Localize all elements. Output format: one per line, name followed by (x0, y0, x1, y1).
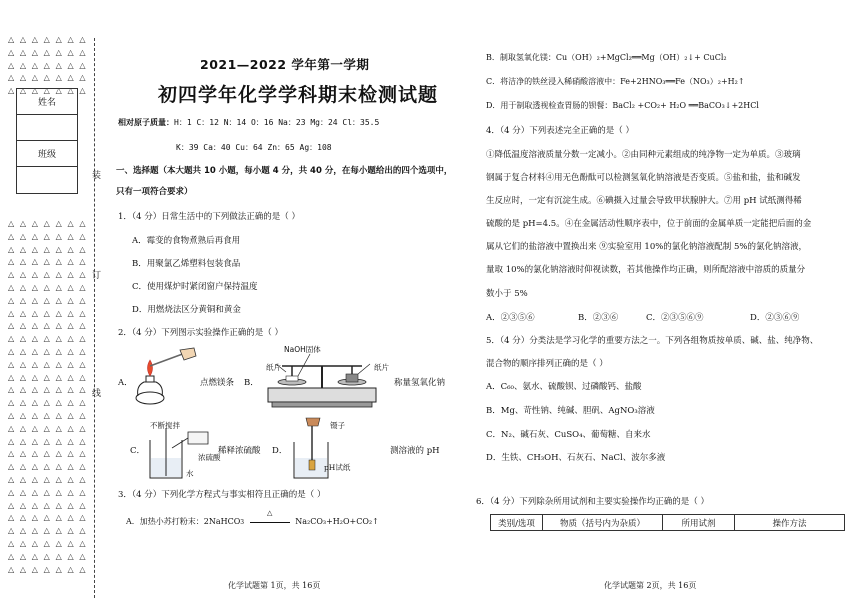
q3-heat-symbol: △ (266, 509, 273, 517)
triangle-row: △ △ △ △ △ △ △ (8, 60, 88, 70)
q2-d-paper-label: pH试纸 (324, 463, 351, 472)
q6-stem: 6．（4 分）下列除杂所用试剂和主要实验操作均正确的是（ ） (476, 497, 709, 507)
atomic-mass-line2: K：39 Ca：40 Cu：64 Zn：65 Ag：108 (176, 143, 332, 152)
q2-option-a-letter[interactable]: A． (118, 378, 133, 388)
triangle-row: △ △ △ △ △ △ △ (8, 436, 88, 446)
triangle-row: △ △ △ △ △ △ △ (8, 270, 88, 280)
triangle-row: △ △ △ △ △ △ △ (8, 86, 88, 96)
balance-image (258, 344, 388, 410)
term-heading: 2021—2022 学年第一学期 (200, 57, 370, 72)
page-title: 初四学年化学学科期末检测试题 (158, 84, 439, 106)
binding-dashed-line (94, 38, 95, 598)
q1-option-c[interactable]: C．使用煤炉时紧闭窗户保持温度 (132, 282, 258, 292)
triangle-row: △ △ △ △ △ △ △ (8, 398, 88, 408)
q2-c-water-label: 水 (186, 469, 194, 478)
q3-option-a[interactable]: A．加热小苏打粉末：2NaHCO3 △ Na₂CO₃+H₂O+CO₂↑ (126, 509, 379, 526)
triangle-row: △ △ △ △ △ △ △ (8, 219, 88, 228)
q5-option-c[interactable]: C．N₂、碱石灰、CuSO₄、葡萄糖、自来水 (486, 430, 651, 440)
q3-option-d[interactable]: D．用于制取透视检查胃肠的钡餐：BaCl₂ +CO₂+ H₂O ══BaCO₃↓+2HCl (486, 101, 759, 110)
q2-b-paper-left: 纸片 (266, 363, 281, 372)
q5-stem-line1: 5．（4 分）分类法是学习化学的重要方法之一。下列各组物质按单质、碱、盐、纯净物、 (486, 336, 819, 346)
triangle-row: △ △ △ △ △ △ △ (8, 334, 88, 344)
q5-option-a[interactable]: A．C₆₀、氨水、硫酸钡、过磷酸钙、盐酸 (486, 382, 642, 392)
section1-heading-line1: 一、选择题（本大题共 10 小题，每小题 4 分，共 40 分，在每小题给出的四个选项中， (116, 166, 453, 176)
q3-option-b[interactable]: B．制取氢氧化镁：Cu（OH）₂+MgCl₂══Mg（OH）₂↓+ CuCl₂ (486, 53, 727, 62)
triangle-row: △ △ △ △ △ △ △ (8, 346, 88, 356)
q4-option-c[interactable]: C．②③⑤⑥⑨ (646, 313, 704, 323)
triangle-row: △ △ △ △ △ △ △ (8, 526, 88, 536)
q6-table (490, 514, 845, 531)
name-field[interactable] (17, 115, 77, 141)
q2-b-paper-right: 纸片 (374, 363, 389, 372)
q1-stem: 1．（4 分）日常生活中的下列做法正确的是（ ） (118, 212, 300, 222)
q4-line: 钢属于复合材料④用无色酚酞可以检测氢氧化钠溶液是否变质。⑤盐和盐，盐和碱发 (486, 173, 801, 183)
q2-stem: 2．（4 分）下列图示实验操作正确的是（ ） (118, 328, 283, 338)
q2-b-naoh-label: NaOH固体 (284, 345, 321, 354)
q4-line: 生反应时，一定有沉淀生成。⑥碘摄入过量会导致甲状腺肿大。⑦用 pH 试纸测得稀 (486, 196, 802, 206)
triangle-row: △ △ △ △ △ △ △ (8, 551, 88, 561)
atomic-mass-label: 相对原子质量： (118, 118, 174, 127)
q1-option-a[interactable]: A．霉变的食物煮熟后再食用 (132, 236, 241, 246)
q2-option-c-letter[interactable]: C． (130, 446, 146, 456)
triangle-row: △ △ △ △ △ △ △ (8, 73, 88, 83)
table-header-row (491, 515, 845, 531)
q4-line: 硫酸的是 pH=4.5。④在金属活动性顺序表中，位于前面的金属单质一定能把后面的金 (486, 219, 812, 229)
triangle-row: △ △ △ △ △ △ △ (8, 282, 88, 292)
q3-option-c[interactable]: C．将洁净的铁丝浸入稀硝酸溶液中：Fe+2HNO₃══Fe（NO₃）₂+H₂↑ (486, 77, 745, 86)
margin-triangles-bottom (8, 218, 88, 576)
q1-option-d[interactable]: D．用燃烧法区分黄铜和黄金 (132, 305, 241, 315)
triangle-row: △ △ △ △ △ △ △ (8, 474, 88, 484)
q4-line: 属从它们的盐溶液中置换出来 ⑨实验室用 10%的氯化钠溶液配制 5%的氯化钠溶液， (486, 242, 807, 252)
table-header-cell: 所用试剂 (663, 515, 735, 531)
footer-page2: 化学试题第 2页，共 16页 (604, 581, 697, 590)
q5-stem-line2: 混合物的顺序排列正确的是（ ） (486, 359, 608, 369)
triangle-row: △ △ △ △ △ △ △ (8, 372, 88, 382)
triangle-row: △ △ △ △ △ △ △ (8, 449, 88, 459)
q3-option-a-text: A．加热小苏打粉末：2NaHCO (126, 517, 241, 526)
q2-c-stir-label: 不断搅拌 (150, 421, 180, 430)
q4-line: ①降低温度溶液质量分数一定减小。②由同种元素组成的纯净物一定为单质。③玻璃 (486, 150, 801, 160)
triangle-row: △ △ △ △ △ △ △ (8, 385, 88, 395)
q2-option-d-letter[interactable]: D． (272, 446, 288, 456)
q1-option-b[interactable]: B．用聚氯乙烯塑料包装食品 (132, 259, 241, 269)
student-info-box (16, 88, 78, 194)
triangle-row: △ △ △ △ △ △ △ (8, 513, 88, 523)
triangle-row: △ △ △ △ △ △ △ (8, 35, 88, 44)
triangle-row: △ △ △ △ △ △ △ (8, 500, 88, 510)
table-header-cell: 类别/选项 (491, 515, 543, 531)
q3-stem: 3．（4 分）下列化学方程式与事实相符且正确的是（ ） (118, 490, 326, 500)
footer-page1: 化学试题第 1页，共 16页 (228, 581, 321, 590)
triangle-row: △ △ △ △ △ △ △ (8, 244, 88, 254)
name-label: 姓名 (17, 89, 77, 115)
triangle-row: △ △ △ △ △ △ △ (8, 423, 88, 433)
q4-line: 量取 10%的氯化钠溶液时仰视读数，若其他操作均正确，则所配溶液中溶质的质量分 (486, 265, 806, 275)
triangle-row: △ △ △ △ △ △ △ (8, 47, 88, 57)
class-field[interactable] (17, 167, 77, 193)
triangle-row: △ △ △ △ △ △ △ (8, 487, 88, 497)
q3-heat-arrow (247, 509, 293, 526)
q2-option-a-caption: 点燃镁条 (200, 378, 235, 388)
q3-option-a-products: Na₂CO₃+H₂O+CO₂↑ (295, 517, 379, 526)
table-header-cell: 操作方法 (735, 515, 845, 531)
q4-line: 数小于 5% (486, 289, 528, 299)
q4-stem: 4．（4 分）下列表述完全正确的是（ ） (486, 126, 634, 136)
q4-option-b[interactable]: B．②③⑥ (578, 313, 619, 323)
q2-d-tweezers-label: 镊子 (330, 421, 345, 430)
triangle-row: △ △ △ △ △ △ △ (8, 359, 88, 369)
triangle-row: △ △ △ △ △ △ △ (8, 257, 88, 267)
q4-option-a[interactable]: A．②③⑤⑥ (486, 313, 535, 323)
class-label: 班级 (17, 141, 77, 167)
bind-char-zhuang: 装 (92, 171, 102, 181)
triangle-row: △ △ △ △ △ △ △ (8, 564, 88, 574)
atomic-mass-values1: H：1 C：12 N：14 O：16 Na：23 Mg：24 Cl：35.5 (174, 118, 380, 127)
triangle-row: △ △ △ △ △ △ △ (8, 295, 88, 305)
atomic-mass-line1 (118, 117, 379, 128)
q2-option-b-letter[interactable]: B． (244, 378, 259, 388)
alcohol-lamp-image (130, 346, 200, 408)
triangle-row: △ △ △ △ △ △ △ (8, 410, 88, 420)
triangle-row: △ △ △ △ △ △ △ (8, 462, 88, 472)
q2-option-b-caption: 称量氢氧化钠 (394, 378, 446, 388)
bind-char-ding: 订 (92, 271, 102, 281)
q4-option-d[interactable]: D．②③⑥⑨ (750, 313, 800, 323)
q5-option-b[interactable]: B．Mg、苛性钠、纯碱、胆矾、AgNO₃溶液 (486, 406, 655, 416)
q2-option-d-caption: 测溶液的 pH (390, 446, 440, 456)
q5-option-d[interactable]: D．生铁、CH₃OH、石灰石、NaCl、波尔多液 (486, 453, 666, 463)
q2-option-c-caption: 稀释浓硫酸 (218, 446, 261, 456)
triangle-row: △ △ △ △ △ △ △ (8, 321, 88, 331)
triangle-row: △ △ △ △ △ △ △ (8, 231, 88, 241)
table-header-cell: 物质（括号内为杂质） (543, 515, 663, 531)
bind-char-xian: 线 (92, 389, 102, 399)
triangle-row: △ △ △ △ △ △ △ (8, 538, 88, 548)
triangle-row: △ △ △ △ △ △ △ (8, 308, 88, 318)
section1-heading-line2: 只有一项符合要求） (116, 187, 193, 197)
q2-c-acid-label: 浓硫酸 (198, 453, 221, 462)
